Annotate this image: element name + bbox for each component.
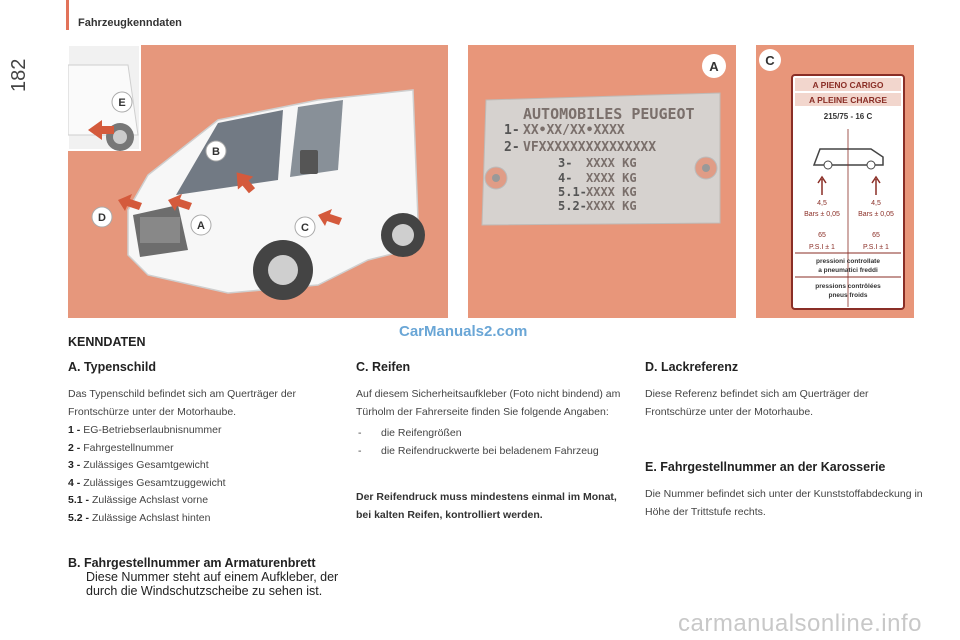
plate-row-4-value: XXXX KG	[586, 171, 637, 185]
section-d-text: Diese Referenz befindet sich am Querträger der Frontschürze unter der Motorhaube.	[645, 388, 869, 418]
psi-left-value: 65	[818, 232, 826, 239]
section-c-title: C. Reifen	[356, 360, 411, 374]
section-b-title: B. Fahrgestellnummer am Armaturenbrett	[68, 556, 316, 570]
list-item: 5.2 - Zulässige Achslast hinten	[68, 511, 211, 524]
watermark-top[interactable]: CarManuals2.com	[399, 323, 528, 340]
page-header-title: Fahrzeugkenndaten	[78, 17, 182, 29]
sticker-tyre-size: 215/75 - 16 C	[823, 112, 873, 121]
svg-text:A: A	[709, 59, 719, 74]
tyre-label-figure	[756, 45, 914, 318]
label-e: E	[118, 97, 126, 109]
header-accent-bar	[66, 0, 69, 30]
bar-left-tol: Bars ± 0,05	[804, 211, 840, 218]
label-b: B	[212, 146, 220, 158]
tyre-label-panel	[756, 45, 914, 318]
section-a	[68, 360, 338, 527]
label-d: D	[98, 212, 106, 224]
section-title: KENNDATEN	[68, 335, 146, 349]
watermark-bottom[interactable]: carmanualsonline.info	[678, 610, 922, 637]
list-item: - die Reifengrößen	[356, 425, 626, 443]
psi-right-tol: P.S.I ± 1	[863, 244, 889, 251]
fr-note-1: pressions contrôlées	[815, 283, 881, 290]
van-body	[128, 90, 425, 300]
svg-text:C: C	[765, 53, 775, 68]
sticker-line-1: A PIENO CARIGO	[812, 80, 884, 90]
plate-row-4-num: 4-	[558, 171, 573, 185]
van-illustration-panel	[68, 45, 448, 318]
section-e	[645, 460, 925, 521]
psi-left-tol: P.S.I ± 1	[809, 244, 835, 251]
plate-row-3-num: 3-	[558, 156, 573, 170]
type-plate-figure	[468, 45, 736, 318]
plate-row-2-value: VFXXXXXXXXXXXXXXX	[523, 140, 657, 155]
list-item: - die Reifendruckwerte bei beladenem Fahrzeug	[356, 443, 626, 461]
section-e-title: E. Fahrgestellnummer an der Karosserie	[645, 460, 886, 474]
psi-right-value: 65	[872, 232, 880, 239]
bar-left-value: 4,5	[817, 200, 827, 207]
section-c-note: Der Reifendruck muss mindestens einmal im Monat, bei kalten Reifen, kontrolliert werden.	[356, 491, 617, 521]
van-illustration	[68, 45, 448, 318]
bar-right-tol: Bars ± 0,05	[858, 211, 894, 218]
plate-row-1-value: XX•XX/XX•XXXX	[523, 123, 625, 138]
section-b-text: Diese Nummer steht auf einem Aufkleber, der durch die Windschutzscheibe zu sehen ist.	[86, 570, 339, 598]
plate-title: AUTOMOBILES PEUGEOT	[523, 105, 695, 123]
section-a-title: A. Typenschild	[68, 360, 156, 374]
plate-row-6-value: XXXX KG	[586, 199, 637, 213]
plate-row-2-num: 2-	[504, 140, 520, 155]
type-plate-panel	[468, 45, 736, 318]
list-item: 2 - Fahrgestellnummer	[68, 441, 174, 454]
section-d-title: D. Lackreferenz	[645, 360, 739, 374]
bar-right-value: 4,5	[871, 200, 881, 207]
section-e-text: Die Nummer befindet sich unter der Kunststoffabdeckung in Höhe der Trittstufe rechts.	[645, 488, 923, 518]
list-item: 3 - Zulässiges Gesamtgewicht	[68, 459, 209, 471]
fr-note-2: pneus froids	[828, 292, 868, 299]
section-b	[68, 556, 348, 598]
plate-row-5-value: XXXX KG	[586, 185, 637, 199]
list-item: 5.1 - Zulässige Achslast vorne	[68, 494, 209, 506]
it-note-2: a pneumatici freddi	[818, 267, 878, 274]
section-a-list	[68, 422, 338, 527]
label-a: A	[197, 220, 205, 232]
section-d	[645, 360, 925, 421]
section-a-intro: Das Typenschild befindet sich am Querträger der Frontschürze unter der Motorhaube.	[68, 388, 297, 418]
label-c: C	[301, 222, 309, 234]
section-c-intro: Auf diesem Sicherheitsaufkleber (Foto nicht bindend) am Türholm der Fahrerseite finden Sie folgende Angaben:	[356, 388, 621, 418]
section-c-list	[356, 425, 626, 460]
it-note-1: pressioni controllate	[816, 258, 880, 265]
section-c	[356, 360, 626, 524]
list-item: 1 - EG-Betriebserlaubnisnummer	[68, 424, 222, 436]
plate-row-1-num: 1-	[504, 123, 520, 138]
plate-row-5-num: 5.1-	[558, 185, 587, 199]
page-number: 182	[8, 58, 30, 92]
plate-row-6-num: 5.2-	[558, 199, 587, 213]
list-item: 4 - Zulässiges Gesamtzuggewicht	[68, 476, 226, 489]
sticker-line-2: A PLEINE CHARGE	[808, 95, 888, 105]
plate-row-3-value: XXXX KG	[586, 156, 637, 170]
